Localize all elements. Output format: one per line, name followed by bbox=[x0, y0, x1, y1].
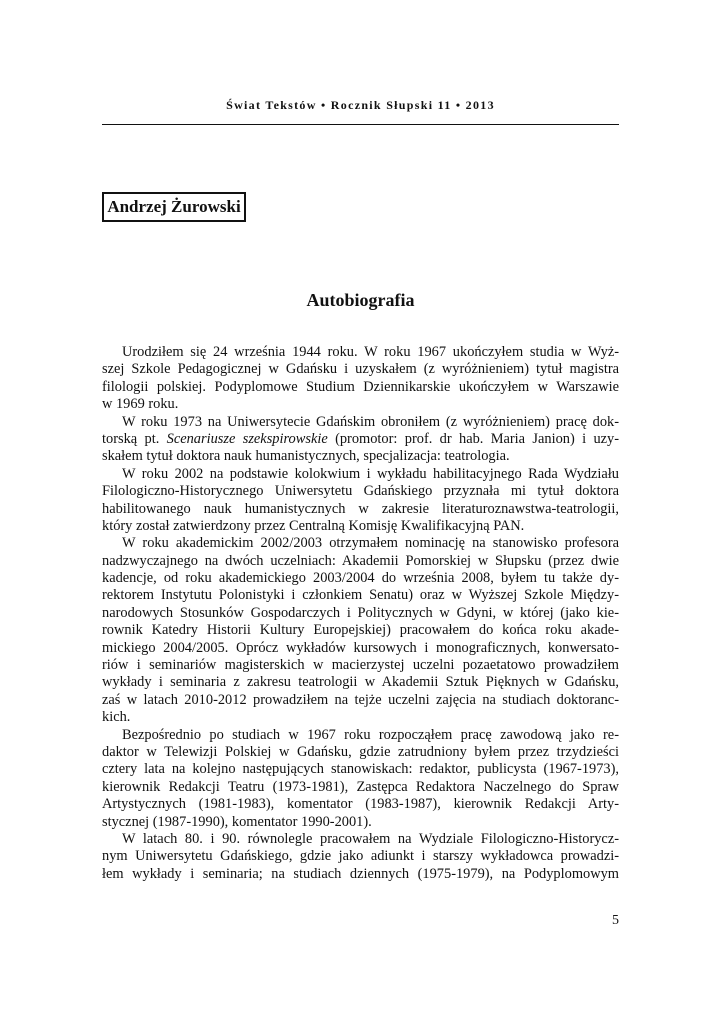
body-line: w 1969 roku. bbox=[102, 396, 179, 413]
page-number: 5 bbox=[612, 913, 619, 928]
body-line: kich. bbox=[102, 709, 131, 726]
body-line: kierownik Redakcji Teatru (1973-1981), Zastępca Redaktora Naczelnego do Spraw bbox=[102, 778, 619, 795]
body-line: Bezpośrednio po studiach w 1967 roku rozpocząłem pracę zawodową jako re- bbox=[122, 726, 619, 743]
body-line: szej Szkole Pedagogicznej w Gdańsku i uzyskałem (z wyróżnieniem) tytuł magistra bbox=[102, 361, 619, 378]
body-line: W roku 1973 na Uniwersytecie Gdańskim obroniłem (z wyróżnieniem) pracę dok- bbox=[122, 413, 619, 430]
body-line: stycznej (1987-1990), komentator 1990-2001). bbox=[102, 813, 372, 830]
body-text-segment: torską pt. bbox=[102, 430, 167, 447]
body-line: skałem tytuł doktora nauk humanistycznych, specjalizacja: teatrologia. bbox=[102, 448, 510, 465]
body-line: habilitowanego nauk humanistycznych w zakresie literaturoznawstwa-teatrologii, bbox=[102, 500, 619, 517]
body-line: nym Uniwersytetu Gdańskiego, gdzie jako adiunkt i starszy wykładowca prowadzi- bbox=[102, 848, 619, 865]
article-title: Autobiografia bbox=[306, 290, 415, 310]
body-line: nadzwyczajnego na dwóch uczelniach: Akademii Pomorskiej w Słupsku (przez dwie bbox=[102, 552, 619, 569]
body-line: który został zatwierdzony przez Centralną Komisję Kwalifikacyjną PAN. bbox=[102, 517, 525, 534]
body-line: W roku akademickim 2002/2003 otrzymałem nominację na stanowisko profesora bbox=[122, 535, 619, 552]
body-line: Urodziłem się 24 września 1944 roku. W roku 1967 ukończyłem studia w Wyż- bbox=[122, 344, 619, 360]
body-line: filologii polskiej. Podyplomowe Studium Dziennikarskie ukończyłem w Warszawie bbox=[102, 378, 619, 395]
author-name: Andrzej Żurowski bbox=[102, 192, 246, 222]
body-line bbox=[102, 431, 619, 448]
header-rule bbox=[102, 124, 619, 125]
body-line: mickiego 2004/2005. Oprócz wykładów kursowych i monograficznych, konwersato- bbox=[102, 639, 619, 656]
body-line: riów i seminariów magisterskich w macierzystej uczelni pozaetatowo prowadziłem bbox=[102, 657, 619, 674]
body-line: łem wykłady i seminaria; na studiach dziennych (1975-1979), na Podyplomowym bbox=[102, 865, 619, 882]
body-line: wykłady i seminaria z zakresu teatrologii w Akademii Sztuk Pięknych w Gdańsku, bbox=[102, 674, 619, 691]
body-line: rownik Katedry Historii Kultury Europejskiej) pracowałem do końca roku akade- bbox=[102, 622, 619, 639]
body-line: W latach 80. i 90. równolegle pracowałem na Wydziale Filologiczno-Historycz- bbox=[122, 830, 619, 847]
body-line: kadencje, od roku akademickiego 2003/2004 do września 2008, byłem tu także dy- bbox=[102, 570, 619, 587]
thesis-title: Scenariusze szekspirowskie bbox=[166, 430, 328, 447]
body-line: zaś w latach 2010-2012 prowadziłem na tejże uczelni zajęcia na studiach doktoranc- bbox=[102, 691, 619, 708]
body-line: W roku 2002 na podstawie kolokwium i wykładu habilitacyjnego Rada Wydziału bbox=[122, 465, 619, 482]
body-line: narodowych Stosunków Gospodarczych i Politycznych w Gdyni, w której (jako kie- bbox=[102, 604, 619, 621]
body-line: Artystycznych (1981-1983), komentator (1983-1987), kierownik Redakcji Arty- bbox=[102, 796, 619, 813]
running-head: Świat Tekstów • Rocznik Słupski 11 • 2013 bbox=[226, 98, 495, 112]
body-line: rektorem Instytutu Polonistyki i członkiem Senatu) oraz w Wyższej Szkole Między- bbox=[102, 587, 619, 604]
body-text bbox=[102, 344, 619, 883]
body-text-segment: (promotor: prof. dr hab. Maria Janion) i uzy- bbox=[327, 430, 620, 447]
body-line: Filologiczno-Historycznego Uniwersytetu Gdańskiego przyznała mi tytuł doktora bbox=[102, 483, 619, 500]
body-line: daktor w Telewizji Polskiej w Gdańsku, gdzie zatrudniony byłem przez trzydzieści bbox=[102, 743, 619, 760]
body-line: cztery lata na kolejno następujących stanowiskach: redaktor, publicysta (1967-1973), bbox=[102, 761, 619, 778]
